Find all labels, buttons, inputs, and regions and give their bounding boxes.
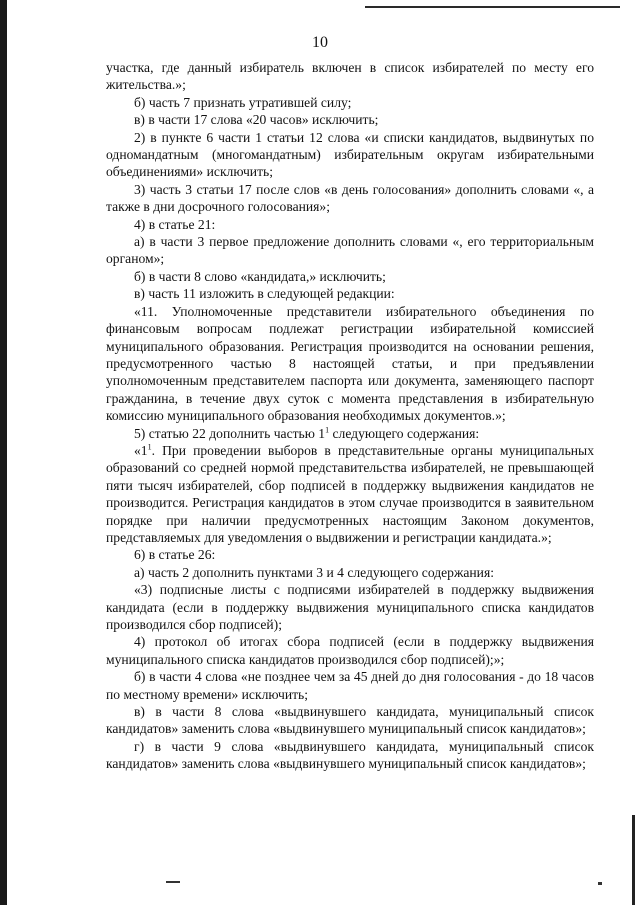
paragraph-text: б) в части 4 слова «не позднее чем за 45 дней до дня голосования - до 18 часов по местному времени» исключить; xyxy=(106,669,594,702)
paragraph xyxy=(106,425,594,442)
paragraph xyxy=(106,129,594,181)
paragraph-text: 3) часть 3 статьи 17 после слов «в день голосования» дополнить словами «, а также в дни досрочного голосования»; xyxy=(106,181,594,215)
paragraph-text: в) в части 8 слова «выдвинувшего кандидата, муниципальный список кандидатов» заменить слова «выдвинувшего муниципальный список кандидатов»; xyxy=(106,704,594,737)
paragraph xyxy=(106,59,594,94)
paragraph-text: а) в части 3 первое предложение дополнить словами «, его территориальным органом»; xyxy=(106,234,594,267)
paragraph xyxy=(106,94,594,111)
paragraph-text-tail: . При проведении выборов в представительные органы муниципальных образований со средней нормой представительства избирателей, не превышающей пяти тысяч избирателей, сбор подписей в поддержку выдвижения кандидатов не производится. Регистрация кандидатов в этом случае производится в заявительном порядке при наличии предусмотренных настоящим Законом документов, представляемых для уведомления о выдвижении и регистрации кандидата.»; xyxy=(106,442,594,545)
paragraph-text: в) в части 17 слова «20 часов» исключить; xyxy=(134,112,379,128)
paragraph xyxy=(106,268,594,285)
paragraph-text: 5) статью 22 дополнить частью 1 xyxy=(134,425,326,441)
superscript: 1 xyxy=(325,425,330,434)
paragraph-text: б) часть 7 признать утратившей силу; xyxy=(134,94,352,110)
paragraph xyxy=(106,233,594,268)
paragraph xyxy=(106,581,594,633)
paragraph xyxy=(106,442,594,546)
paragraph xyxy=(106,181,594,216)
paragraph xyxy=(106,303,594,425)
page-number: 10 xyxy=(312,34,328,51)
footer-mark xyxy=(166,881,180,883)
paragraph-text: в) часть 11 изложить в следующей редакции: xyxy=(134,286,395,302)
paragraph xyxy=(106,738,594,773)
paragraph-text: «1 xyxy=(134,442,148,458)
paragraph-text: 6) в статье 26: xyxy=(134,547,216,563)
paragraph-text: «3) подписные листы с подписями избирателей в поддержку выдвижения кандидата (если в поддержку выдвижения муниципального списка кандидатов производился сбор подписей); xyxy=(106,582,594,632)
paragraph-text: 4) протокол об итогах сбора подписей (если в поддержку выдвижения муниципального списка кандидатов производился сбор подписей);»; xyxy=(106,634,594,667)
paragraph-text: б) в части 8 слово «кандидата,» исключить; xyxy=(134,268,386,284)
paragraph-text: участка, где данный избиратель включен в список избирателей по месту его жительства.»; xyxy=(106,60,594,93)
paragraph-text: «11. Уполномоченные представители избирательного объединения по финансовым вопросам подлежат регистрации избирательной комиссией муниципального образования. Регистрация производится на основании решения, предусмотренного частью 8 настоящей статьи, и при предъявлении уполномоченным представителем паспорта или документа, заменяющего паспорт гражданина, в течение двух суток с момента представления в избирательную комиссию муниципального образования необходимых документов.»; xyxy=(106,303,594,424)
scan-edge-top xyxy=(365,6,620,8)
paragraph xyxy=(106,564,594,581)
paragraph xyxy=(106,111,594,128)
scan-edge-left xyxy=(0,0,7,905)
document-body xyxy=(106,59,594,773)
paragraph-text: г) в части 9 слова «выдвинувшего кандидата, муниципальный список кандидатов» заменить слова «выдвинувшего муниципальный список кандидатов»; xyxy=(106,738,594,772)
paragraph-text: 2) в пункте 6 части 1 статьи 12 слова «и списки кандидатов, выдвинутых по одномандатным (многомандатным) избирательным округам избирательными объединениями» исключить; xyxy=(106,129,594,180)
paragraph xyxy=(106,546,594,563)
paragraph-text-tail: следующего содержания: xyxy=(329,425,480,441)
paragraph xyxy=(106,216,594,233)
paragraph xyxy=(106,703,594,738)
paragraph xyxy=(106,633,594,668)
scan-edge-right xyxy=(632,815,635,905)
paragraph xyxy=(106,285,594,302)
superscript: 1 xyxy=(147,442,152,452)
paragraph-text: 4) в статье 21: xyxy=(134,216,216,232)
paragraph-text: а) часть 2 дополнить пунктами 3 и 4 следующего содержания: xyxy=(134,564,494,580)
footer-mark xyxy=(598,882,602,885)
paragraph xyxy=(106,668,594,703)
